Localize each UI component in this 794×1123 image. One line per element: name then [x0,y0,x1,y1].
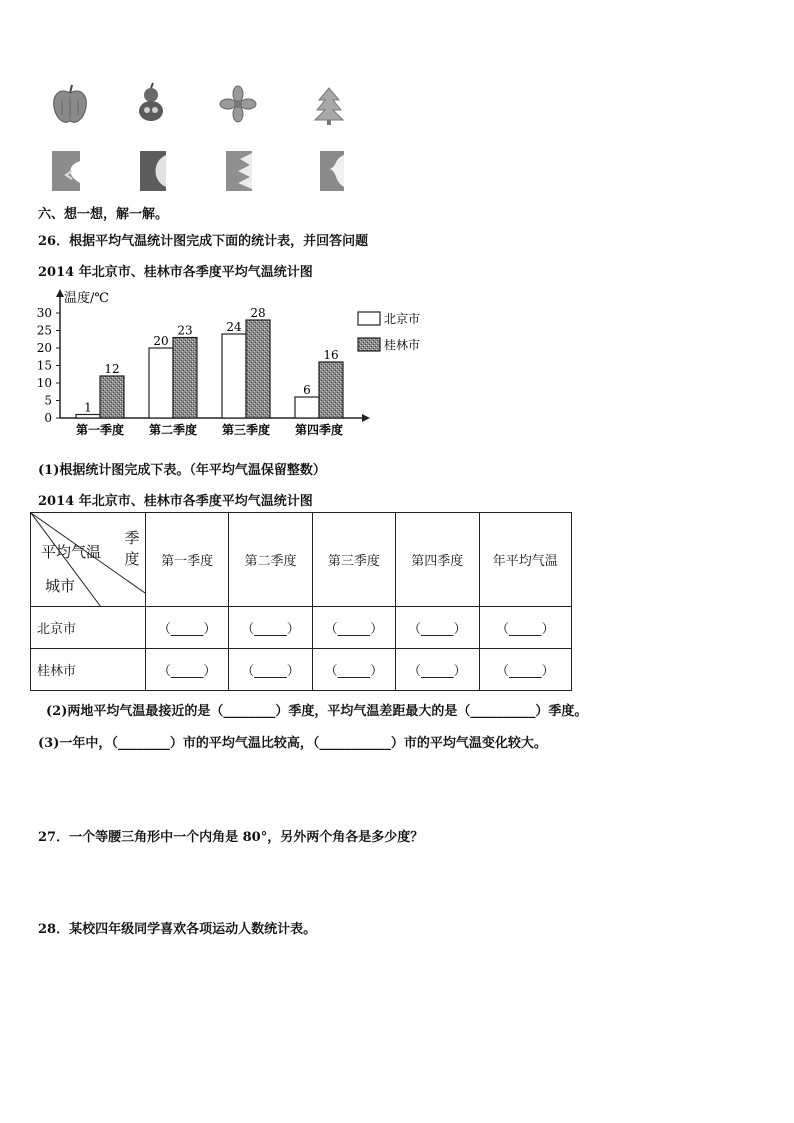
temperature-table [30,512,572,691]
answer-blank[interactable]: （_____） [146,649,229,691]
bar-beijing [222,334,246,418]
diagonal-header-cell [31,513,146,607]
y-axis-label: 温度/℃ [64,291,109,306]
answer-blank[interactable]: （_____） [312,649,395,691]
cutout-wave-icon [320,151,344,191]
bar-guilin [319,362,343,418]
question-26-part3: (3)一年中，（________）市的平均气温比较高，（___________）市的平均气温变化较大。 [38,736,547,751]
col-header-q3: 第三季度 [312,513,395,607]
answer-blank[interactable]: （_____） [229,649,312,691]
y-tick-label: 30 [36,306,52,320]
legend-swatch [358,312,380,325]
bar-value-label: 6 [303,383,311,397]
y-tick-label: 25 [36,323,52,338]
y-tick-label: 0 [44,411,52,425]
gourd-icon [139,83,163,121]
flower-icon [220,86,256,122]
answer-blank[interactable]: （_____） [146,607,229,649]
question-26-part1: (1)根据统计图完成下表。（年平均气温保留整数） [38,463,326,478]
table-row [31,649,572,691]
row-label-beijing: 北京市 [31,607,146,649]
legend-label: 北京市 [384,312,421,326]
col-header-annual: 年平均气温 [479,513,572,607]
bar-value-label: 12 [104,362,120,376]
question-28: 28．某校四年级同学喜欢各项运动人数统计表。 [38,922,317,937]
diag-label-season: 季度 [124,529,140,568]
question-26-prompt: 26．根据平均气温统计图完成下面的统计表，并回答问题 [38,234,369,249]
apple-icon [54,85,87,122]
bar-value-label: 23 [177,323,193,338]
col-header-q1: 第一季度 [146,513,229,607]
bar-value-label: 16 [323,348,339,362]
tree-icon [315,88,343,125]
y-tick-label: 20 [36,341,52,355]
diag-label-temp: 平均气温 [41,543,102,561]
bar-value-label: 20 [153,334,169,348]
table-title: 2014 年北京市、桂林市各季度平均气温统计图 [38,494,313,509]
row-label-guilin: 桂林市 [31,649,146,691]
y-tick-label: 10 [36,376,52,390]
answer-blank[interactable]: （_____） [312,607,395,649]
table-row [31,607,572,649]
answer-blank[interactable]: （_____） [229,607,312,649]
bar-value-label: 1 [84,400,92,415]
bar-guilin [100,376,124,418]
bar-guilin [246,320,270,418]
question-27: 27．一个等腰三角形中一个内角是 80°，另外两个角各是多少度？ [38,830,424,845]
folded-shapes-top-row [40,80,370,130]
legend-label: 桂林市 [384,338,421,352]
x-tick-label: 第一季度 [75,423,125,437]
answer-blank[interactable]: （_____） [396,607,479,649]
y-tick-label: 15 [36,358,52,373]
x-axis-arrow [362,414,370,422]
legend-swatch [358,338,380,351]
temperature-bar-chart [28,285,448,445]
x-tick-label: 第二季度 [148,423,198,437]
chart-title: 2014 年北京市、桂林市各季度平均气温统计图 [38,265,313,280]
col-header-q4: 第四季度 [396,513,479,607]
cutout-leaf-icon [52,151,80,191]
bar-value-label: 24 [226,320,242,334]
bar-beijing [149,348,173,418]
question-26-part2: (2)两地平均气温最接近的是（________）季度，平均气温差距最大的是（__________）季度。 [46,704,588,719]
answer-blank[interactable]: （_____） [396,649,479,691]
bar-value-label: 28 [250,306,266,320]
answer-blank[interactable]: （_____） [479,607,572,649]
bar-beijing [76,415,100,419]
y-axis-arrow [56,289,64,297]
y-tick-label: 5 [44,393,52,408]
col-header-q2: 第二季度 [229,513,312,607]
folded-shapes-bottom-row [40,148,370,196]
cutout-zigzag-icon [226,151,252,191]
answer-blank[interactable]: （_____） [479,649,572,691]
x-tick-label: 第三季度 [221,423,271,437]
section-heading: 六、想一想，解一解。 [38,207,169,222]
diag-label-city: 城市 [45,577,76,595]
bar-beijing [295,397,319,418]
cutout-crescent-icon [140,151,166,191]
bar-guilin [173,338,197,419]
x-tick-label: 第四季度 [294,423,344,437]
